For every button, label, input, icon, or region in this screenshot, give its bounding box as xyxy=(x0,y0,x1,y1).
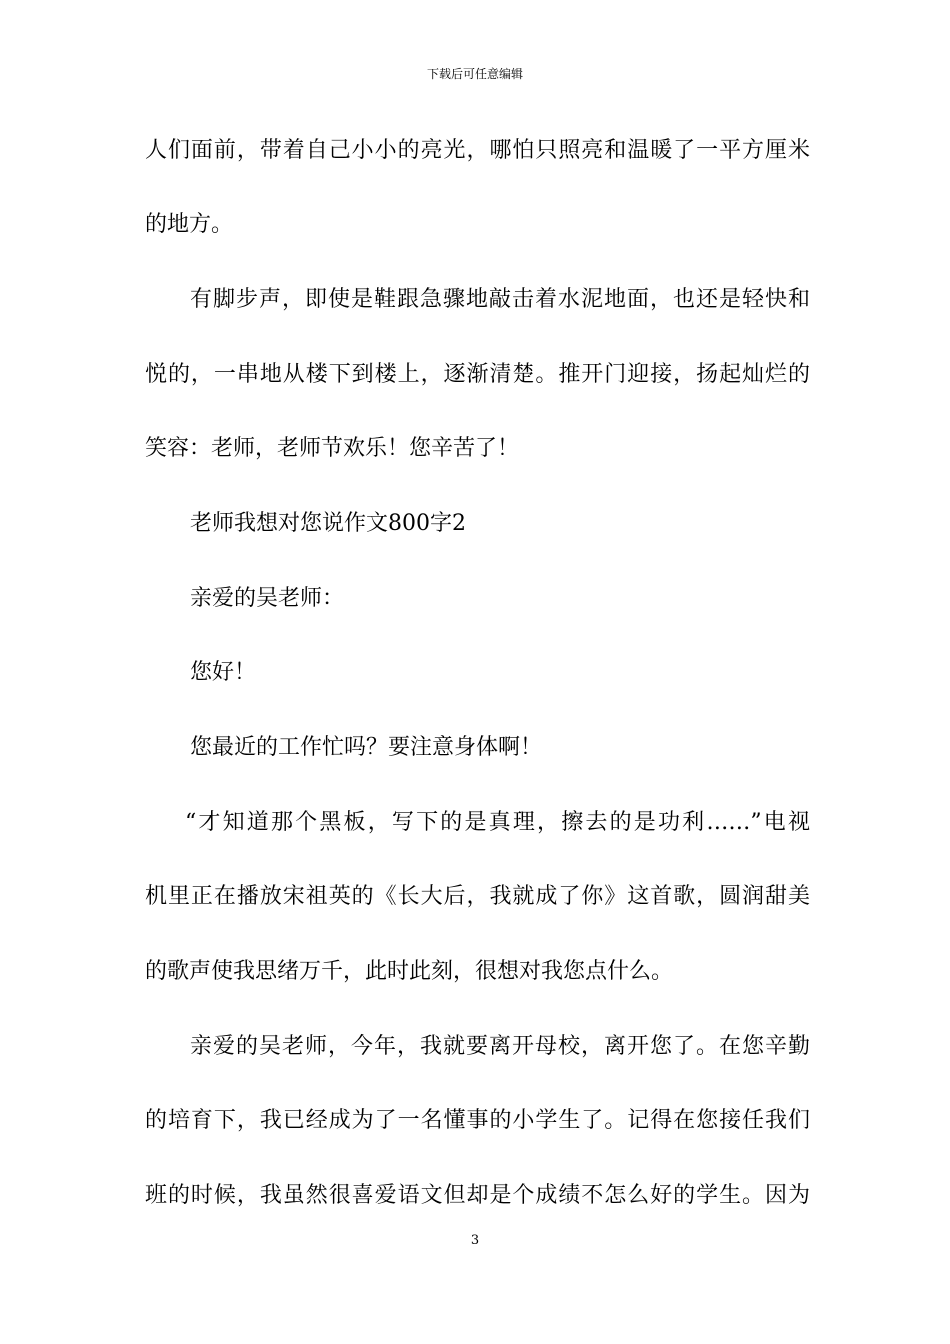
page-header: 下载后可任意编辑 xyxy=(426,67,523,81)
greeting: 您好！ xyxy=(190,660,257,685)
paragraph-line: 机里正在播放宋祖英的《长大后，我就成了你》这首歌，圆润甜美 xyxy=(145,884,810,909)
paragraph-line: 的培育下，我已经成为了一名懂事的小学生了。记得在您接任我们 xyxy=(145,1108,810,1133)
salutation: 亲爱的吴老师： xyxy=(190,586,345,611)
paragraph-line: “才知道那个黑板，写下的是真理，擦去的是功利……”电视 xyxy=(185,810,810,835)
paragraph-line: 人们面前，带着自己小小的亮光，哪怕只照亮和温暖了一平方厘米 xyxy=(145,138,810,163)
paragraph-line: 的地方。 xyxy=(145,212,234,237)
paragraph-line: 悦的，一串地从楼下到楼上，逐渐清楚。推开门迎接，扬起灿烂的 xyxy=(145,362,810,387)
paragraph-line: 班的时候，我虽然很喜爱语文但却是个成绩不怎么好的学生。因为 xyxy=(145,1183,810,1208)
paragraph-line: 笑容：老师，老师节欢乐！您辛苦了！ xyxy=(145,436,520,461)
paragraph-line: 的歌声使我思绪万千，此时此刻，很想对我您点什么。 xyxy=(145,959,674,984)
page-number: 3 xyxy=(470,1233,480,1248)
paragraph-line: 您最近的工作忙吗？要注意身体啊！ xyxy=(190,735,543,760)
paragraph-line: 有脚步声，即使是鞋跟急骤地敲击着水泥地面，也还是轻快和 xyxy=(190,287,810,312)
paragraph-line: 亲爱的吴老师，今年，我就要离开母校，离开您了。在您辛勤 xyxy=(190,1034,810,1059)
essay-title: 老师我想对您说作文800字2 xyxy=(190,511,466,536)
